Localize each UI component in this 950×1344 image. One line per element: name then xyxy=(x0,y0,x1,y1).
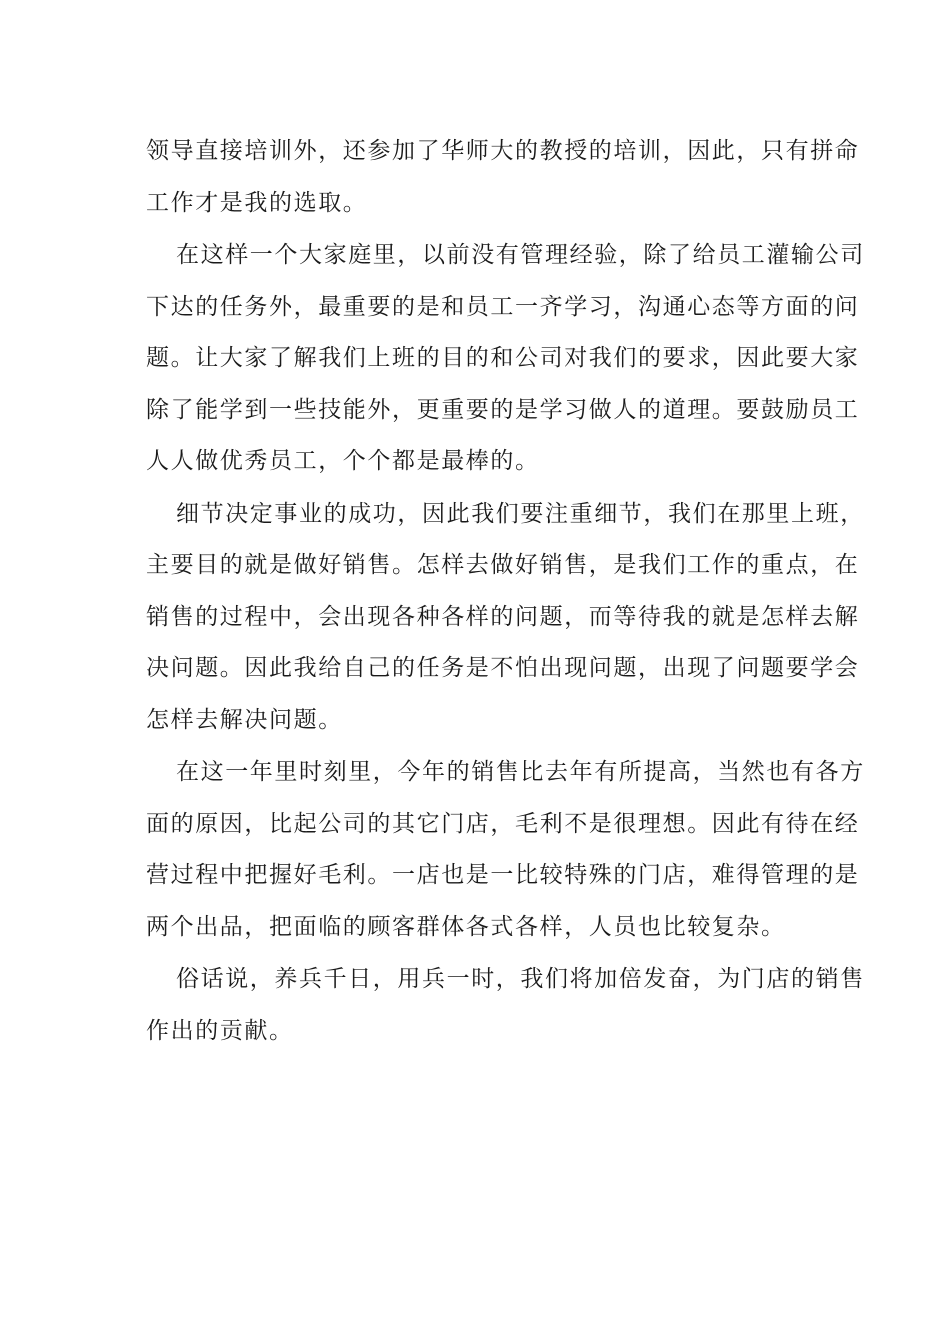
paragraph-line: 领导直接培训外，还参加了华师大的教授的培训，因此，只有拼命 xyxy=(146,138,860,164)
paragraph-line: 俗话说，养兵千日，用兵一时，我们将加倍发奋，为门店的销售 xyxy=(176,966,865,992)
paragraph-line: 人人做优秀员工，个个都是最棒的。 xyxy=(146,448,540,474)
paragraph-5 xyxy=(146,954,865,1057)
paragraph-line: 下达的任务外，最重要的是和员工一齐学习，沟通心态等方面的问 xyxy=(146,293,860,320)
paragraph-line: 在这一年里时刻里，今年的销售比去年有所提高，当然也有各方 xyxy=(176,759,865,785)
paragraph-line: 决问题。因此我给自己的任务是不怕出现问题，出现了问题要学会 xyxy=(146,655,860,681)
paragraph-line: 细节决定事业的成功，因此我们要注重细节，我们在那里上班， xyxy=(176,500,865,527)
paragraph-line: 两个出品，把面临的顾客群体各式各样，人员也比较复杂。 xyxy=(146,913,786,940)
paragraph-line: 怎样去解决问题。 xyxy=(146,706,343,733)
paragraph-line: 面的原因，比起公司的其它门店，毛利不是很理想。因此有待在经 xyxy=(146,810,860,837)
paragraph-line: 在这样一个大家庭里，以前没有管理经验，除了给员工灌输公司 xyxy=(176,242,865,268)
paragraph-3 xyxy=(146,489,865,747)
paragraph-1 xyxy=(146,126,860,229)
paragraph-line: 销售的过程中，会出现各种各样的问题，而等待我的就是怎样去解 xyxy=(146,603,860,630)
paragraph-line: 作出的贡献。 xyxy=(146,1017,294,1044)
paragraph-4 xyxy=(146,747,865,953)
paragraph-line: 题。让大家了解我们上班的目的和公司对我们的要求，因此要大家 xyxy=(146,345,860,371)
document-body xyxy=(146,126,865,1058)
paragraph-line: 除了能学到一些技能外，更重要的是学习做人的道理。要鼓励员工 xyxy=(146,396,860,423)
paragraph-2 xyxy=(146,230,865,488)
paragraph-line: 主要目的就是做好销售。怎样去做好销售，是我们工作的重点，在 xyxy=(146,552,860,578)
paragraph-line: 工作才是我的选取。 xyxy=(146,189,368,216)
paragraph-line: 营过程中把握好毛利。一店也是一比较特殊的门店，难得管理的是 xyxy=(146,862,860,888)
